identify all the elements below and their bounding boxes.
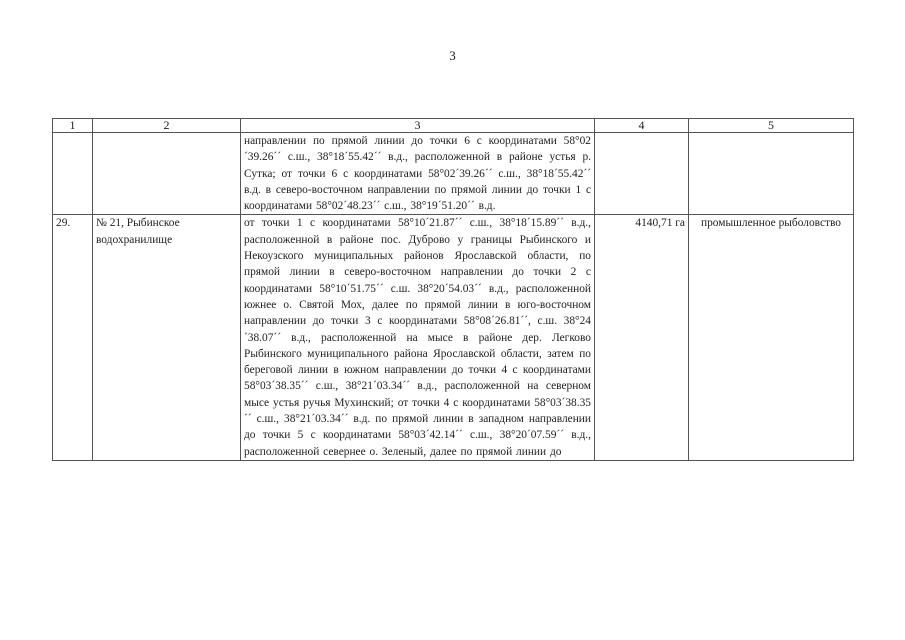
- column-header-4: 4: [595, 119, 689, 133]
- boundary-description: от точки 1 с координатами 58°10´21.87´´ с.ш., 38°18´15.89´´ в.д., расположенной в районе пос. Дуброво у границы Рыбинского и Некоузского муниципальных районов Ярославской области, по прямой линии в северо-восточном направлении до точки 2 с координатами 58°10´51.75´´ с.ш. 38°20´54.03´´ в.д., расположенной южнее о. Святой Мох, далее по прямой линии в юго-восточном направлении до точки 3 с координатами 58°08´26.81´´, с.ш. 38°24´38.07´´ в.д., расположенной на мысе в районе дер. Легково Рыбинского муниципального района Ярославской области, затем по береговой линии в южном направлении до точки 4 с координатами 58°03´38.35´´ с.ш., 38°21´03.34´´ в.д., расположенной на северном мысе устья ручья Мухинский; от точки 4 с координатами 58°03´38.35´´ с.ш., 38°21´03.34´´ в.д. по прямой линии в западном направлении до точки 5 с координатами 58°03´42.14´´ с.ш., 38°20´07.59´´ в.д., расположенной севернее о. Зеленый, далее по прямой линии до: [241, 215, 595, 460]
- column-header-1: 1: [53, 119, 93, 133]
- table-row-29: [53, 215, 854, 460]
- area-size: [595, 133, 689, 215]
- row-number: 29.: [53, 215, 93, 460]
- area-size: 4140,71 га: [595, 215, 689, 460]
- column-header-5: 5: [689, 119, 854, 133]
- row-number: [53, 133, 93, 215]
- table-header-row: [53, 119, 854, 133]
- usage-purpose: [689, 133, 854, 215]
- area-name: [93, 133, 241, 215]
- column-header-2: 2: [93, 119, 241, 133]
- usage-purpose: промышленное рыболовство: [689, 215, 854, 460]
- page-number: 3: [449, 48, 456, 63]
- area-name: № 21, Рыбинское водохранилище: [93, 215, 241, 460]
- water-areas-table: [52, 118, 854, 461]
- table-row-continuation: [53, 133, 854, 215]
- boundary-description: направлении по прямой линии до точки 6 с координатами 58°02´39.26´´ с.ш., 38°18´55.42´´ в.д., расположенной в районе устья р. Сутка; от точки 6 с координатами 58°02´39.26´´ с.ш., 38°18´55.42´´ в.д. в северо-восточном направлении по прямой линии до точки 1 с координатами 58°02´48.23´´ с.ш., 38°19´51.20´´ в.д.: [241, 133, 595, 215]
- column-header-3: 3: [241, 119, 595, 133]
